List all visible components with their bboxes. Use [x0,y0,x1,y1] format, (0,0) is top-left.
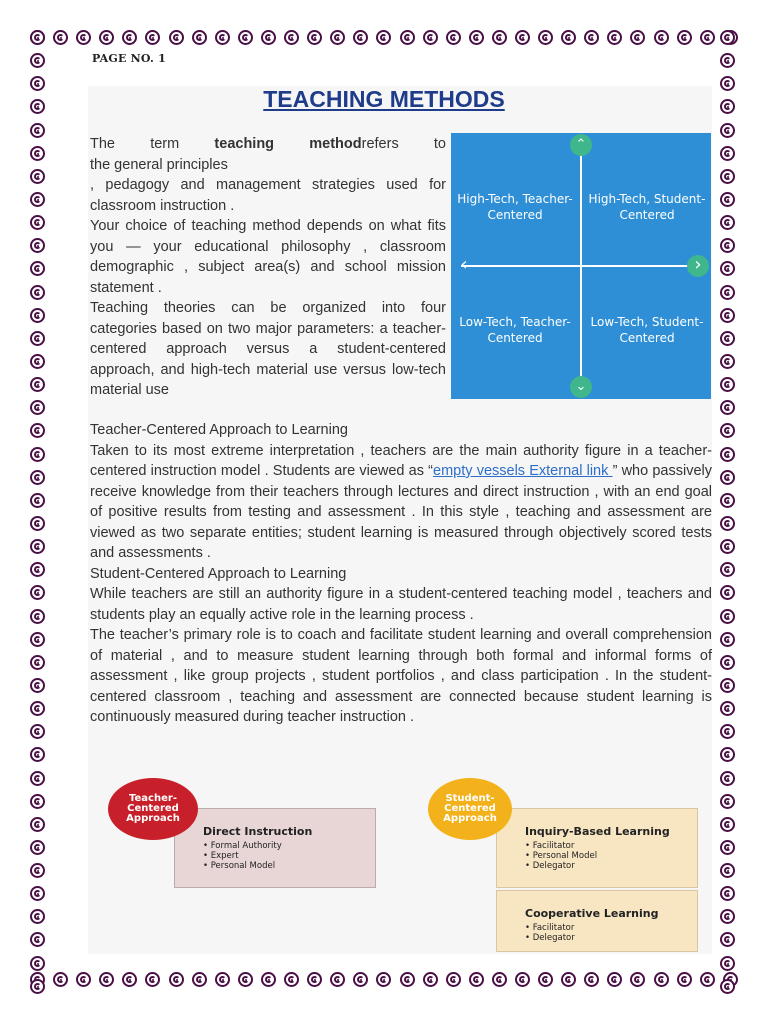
spiral-icon [720,238,735,253]
spiral-icon [469,972,484,987]
spiral-icon [720,447,735,462]
spiral-icon [720,470,735,485]
spiral-icon [353,30,368,45]
spiral-icon [720,215,735,230]
spiral-icon [30,562,45,577]
right-border [720,30,744,994]
empty-vessels-external-link[interactable]: empty vessels External link [433,463,613,479]
spiral-icon [630,30,645,45]
inquiry-based-learning-list [525,841,597,871]
top-border [30,30,738,54]
spiral-icon [720,400,735,415]
spiral-icon [720,539,735,554]
main-body-text [90,420,712,728]
spiral-icon [30,794,45,809]
spiral-icon [677,972,692,987]
spiral-icon [561,972,576,987]
direct-instruction-box [174,808,376,888]
spiral-icon [538,30,553,45]
teacher-centered-approach-bubble [108,778,198,840]
spiral-icon [720,585,735,600]
spiral-icon [307,972,322,987]
spiral-icon [30,979,45,994]
spiral-icon [215,972,230,987]
teacher-centered-paragraph [90,441,712,564]
teaching-quadrant-graphic [451,133,711,399]
spiral-icon [423,972,438,987]
spiral-icon [30,192,45,207]
list-item: • Expert [203,851,282,861]
list-item: • Facilitator [525,841,597,851]
spiral-icon [376,972,391,987]
term-teaching-method: teaching method [214,136,362,152]
spiral-icon [192,30,207,45]
spiral-icon [720,308,735,323]
spiral-icon [720,724,735,739]
intro-paragraph-theories: Teaching theories can be organized into four categories based on two major parameters: a teacher-centered approach versus a student-centered approach, and high-tech material use versus low-tech material use [90,300,446,398]
student-centered-paragraph-2: The teacher’s primary role is to coach and facilitate student learning and overall comprehension of material , and to measure student learning through both formal and informal forms of assessment , like group projects , student portfolios , and class participation . In the student-centered classroom , teaching and assessment are connected because student learning is continuously measured during teacher instruction . [90,627,712,725]
spiral-icon [630,972,645,987]
bottom-border [30,972,738,996]
spiral-icon [30,30,45,45]
spiral-icon [654,30,669,45]
teacher-centered-heading: Teacher-Centered Approach to Learning [90,422,348,438]
bubble-line: Centered [127,803,179,814]
cooperative-learning-list [525,923,575,943]
spiral-icon [30,771,45,786]
spiral-icon [30,840,45,855]
spiral-icon [30,53,45,68]
spiral-icon [30,400,45,415]
spiral-icon [720,701,735,716]
spiral-icon [145,972,160,987]
spiral-icon [238,30,253,45]
arrow-up-icon: ⌃ [570,134,592,156]
spiral-icon [30,261,45,276]
list-item: • Delegator [525,861,597,871]
spiral-icon [720,377,735,392]
spiral-icon [169,972,184,987]
direct-instruction-title: Direct Instruction [203,825,313,838]
arrow-right-icon: › [687,255,709,277]
spiral-icon [261,972,276,987]
spiral-icon [30,470,45,485]
quadrant-vertical-axis [580,145,582,387]
spiral-icon [720,423,735,438]
spiral-icon [30,863,45,878]
spiral-icon [584,30,599,45]
quadrant-bottom-right: Low-Tech, Student-Centered [590,315,704,345]
spiral-icon [584,972,599,987]
spiral-icon [284,972,299,987]
arrow-down-icon: ⌄ [570,376,592,398]
spiral-icon [720,169,735,184]
spiral-icon [99,30,114,45]
spiral-icon [700,30,715,45]
spiral-icon [400,972,415,987]
spiral-icon [677,30,692,45]
spiral-icon [720,354,735,369]
spiral-icon [400,30,415,45]
spiral-icon [30,377,45,392]
spiral-icon [30,609,45,624]
spiral-icon [122,972,137,987]
spiral-icon [30,678,45,693]
spiral-icon [720,493,735,508]
spiral-icon [720,840,735,855]
spiral-icon [538,972,553,987]
spiral-icon [720,863,735,878]
spiral-icon [307,30,322,45]
spiral-icon [238,972,253,987]
intro-paragraph-rest: , pedagogy and management strategies used for classroom instruction . [90,177,446,214]
intro-paragraph-choice: Your choice of teaching method depends on what fits you — your educational philosophy , classroom demographic , subject area(s) and school mission statement . [90,218,446,296]
list-item: • Personal Model [525,851,597,861]
spiral-icon [30,956,45,971]
spiral-icon [654,972,669,987]
direct-instruction-list [203,841,282,871]
spiral-icon [215,30,230,45]
spiral-icon [30,238,45,253]
spiral-icon [30,585,45,600]
spiral-icon [30,331,45,346]
spiral-icon [30,308,45,323]
spiral-icon [720,562,735,577]
spiral-icon [607,972,622,987]
page-number: PAGE NO. 1 [92,52,166,65]
spiral-icon [30,169,45,184]
spiral-icon [99,972,114,987]
left-border [30,30,54,994]
spiral-icon [720,771,735,786]
spiral-icon [376,30,391,45]
cooperative-learning-title: Cooperative Learning [525,907,659,920]
spiral-icon [720,678,735,693]
bubble-line: Approach [126,813,180,824]
spiral-icon [169,30,184,45]
spiral-icon [30,701,45,716]
spiral-icon [423,30,438,45]
spiral-icon [720,979,735,994]
spiral-icon [515,972,530,987]
spiral-icon [720,192,735,207]
spiral-icon [353,972,368,987]
spiral-icon [469,30,484,45]
teacher-centered-text-a: Taken to its most extreme interpretation , teachers are the main authority figure in a teacher-centered instruction model . Students are viewed as “ [90,442,712,479]
spiral-icon [720,30,735,45]
spiral-icon [720,632,735,647]
spiral-icon [720,331,735,346]
spiral-icon [720,609,735,624]
spiral-icon [330,972,345,987]
spiral-icon [720,956,735,971]
spiral-icon [30,817,45,832]
intro-text-refers: refers to [361,136,446,152]
intro-line-1 [90,134,446,155]
quadrant-top-left: High-Tech, Teacher-Centered [457,192,573,222]
spiral-icon [607,30,622,45]
spiral-icon [720,516,735,531]
spiral-icon [30,516,45,531]
student-centered-approach-bubble [428,778,512,840]
spiral-icon [30,747,45,762]
spiral-icon [30,539,45,554]
spiral-icon [261,30,276,45]
spiral-icon [720,909,735,924]
spiral-icon [446,30,461,45]
spiral-icon [122,30,137,45]
spiral-icon [30,215,45,230]
spiral-icon [492,30,507,45]
spiral-icon [720,886,735,901]
spiral-icon [720,817,735,832]
inquiry-based-learning-box [496,808,698,888]
spiral-icon [720,655,735,670]
intro-text-prefix: The term [90,136,215,152]
student-centered-heading: Student-Centered Approach to Learning [90,565,347,582]
spiral-icon [53,30,68,45]
spiral-icon [30,123,45,138]
spiral-icon [720,261,735,276]
spiral-icon [720,747,735,762]
spiral-icon [30,146,45,161]
teacher-centered-text-b: ” who passively receive knowledge from their teachers through lectures and direct instruction , with an end goal of positive results from testing and assessment . In this style , teaching and assessment are viewed as two separate entities; student learning is measured through objectively scored tests and assessments . [90,463,713,561]
list-item: • Delegator [525,933,575,943]
arrow-left-icon: ‹ [460,254,468,275]
spiral-icon [30,423,45,438]
spiral-icon [720,932,735,947]
intro-line-2: the general principles [90,156,228,173]
spiral-icon [30,493,45,508]
spiral-icon [30,909,45,924]
spiral-icon [76,972,91,987]
spiral-icon [720,794,735,809]
spiral-icon [30,632,45,647]
intro-text [90,134,446,401]
spiral-icon [446,972,461,987]
spiral-icon [720,285,735,300]
spiral-icon [720,146,735,161]
list-item: • Personal Model [203,861,282,871]
list-item: • Facilitator [525,923,575,933]
spiral-icon [30,447,45,462]
spiral-icon [145,30,160,45]
page-title: TEACHING METHODS [263,86,505,112]
bubble-line: Approach [443,813,497,824]
spiral-icon [700,972,715,987]
spiral-icon [30,932,45,947]
list-item: • Formal Authority [203,841,282,851]
spiral-icon [492,972,507,987]
inquiry-based-learning-title: Inquiry-Based Learning [525,825,670,838]
student-centered-paragraph-1: While teachers are still an authority figure in a student-centered teaching model , teachers and students play an equally active role in the learning process . [90,586,712,623]
bubble-line: Centered [444,803,496,814]
bubble-line: Teacher- [129,793,177,804]
spiral-icon [53,972,68,987]
bubble-line: Student- [445,793,495,804]
cooperative-learning-box [496,890,698,952]
quadrant-top-right: High-Tech, Student-Centered [588,192,706,222]
spiral-icon [192,972,207,987]
quadrant-bottom-left: Low-Tech, Teacher-Centered [459,315,571,345]
spiral-icon [30,724,45,739]
spiral-icon [30,354,45,369]
spiral-icon [30,886,45,901]
spiral-icon [720,123,735,138]
spiral-icon [284,30,299,45]
spiral-icon [561,30,576,45]
spiral-icon [720,53,735,68]
spiral-icon [330,30,345,45]
spiral-icon [515,30,530,45]
spiral-icon [30,655,45,670]
spiral-icon [76,30,91,45]
spiral-icon [30,285,45,300]
